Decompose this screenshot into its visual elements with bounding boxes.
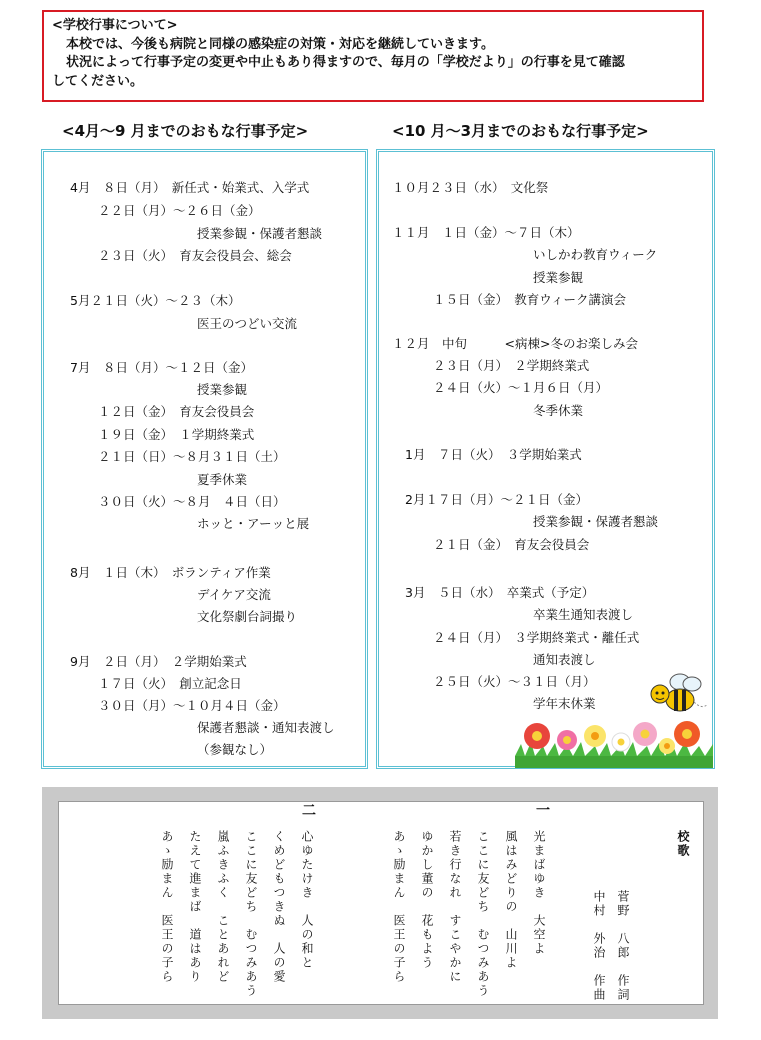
schedule-item: 9月 ２日（月） ２学期始業式 <box>70 654 247 669</box>
schedule-item: いしかわ教育ウィーク <box>533 247 658 262</box>
flowers-illustration <box>515 718 713 768</box>
left-heading: <4月～9 月までのおもな行事予定> <box>62 122 309 140</box>
verse-1-line: ここに友どち むつみあう <box>476 830 490 998</box>
school-song-panel <box>58 801 704 1005</box>
schedule-item: １０月２３日（水） 文化祭 <box>392 180 549 195</box>
schedule-item: 2月１７日（月）～２１日（金） <box>405 492 588 507</box>
schedule-item: １５日（金） 教育ウィーク講演会 <box>433 292 627 307</box>
schedule-item: 冬季休業 <box>533 403 584 418</box>
notice-body-2: 状況によって行事予定の変更や中止もあり得ますので、毎月の「学校だより」の行事を見て確認 <box>66 55 625 70</box>
schedule-item: 学年末休業 <box>533 696 596 711</box>
song-author-lyrics: 菅野 八郎 作詞 <box>616 890 630 1002</box>
verse-1-line: ゆかし董の 花もよう <box>420 830 434 970</box>
schedule-item: ２３日（月） ２学期終業式 <box>433 358 590 373</box>
schedule-item: ２１日（日）～８月３１日（土） <box>98 449 286 464</box>
verse-2-line: ここに友どち むつみあう <box>244 830 258 998</box>
schedule-item: 4月 ８日（月） 新任式・始業式、入学式 <box>70 180 310 195</box>
schedule-item: デイケア交流 <box>197 587 271 602</box>
right-heading: <10 月～3月までのおもな行事予定> <box>392 122 649 140</box>
schedule-item: １７日（火） 創立記念日 <box>98 676 242 691</box>
verse-2-line: くめどもつきぬ 人の愛 <box>272 830 286 984</box>
verse-1-line: 若き行なれ すこやかに <box>448 830 462 984</box>
song-author-music: 中村 外治 作曲 <box>592 890 606 1002</box>
schedule-item: 医王のつどい交流 <box>197 316 298 331</box>
schedule-item: ホッと・アーッと展 <box>197 516 310 531</box>
schedule-item: 夏季休業 <box>197 472 248 487</box>
notice-body-3: してください。 <box>52 73 144 89</box>
bee-illustration <box>640 672 710 717</box>
schedule-item: ２５日（火）～３１日（月） <box>433 674 596 689</box>
schedule-item: １１月 １日（金）～７日（木） <box>392 225 580 240</box>
verse-2-line: あゝ励まん 医王の子ら <box>160 830 174 984</box>
schedule-item: 保護者懇談・通知表渡し <box>197 720 335 735</box>
schedule-item: １２月 中旬 <病棟>冬のお楽しみ会 <box>392 336 638 351</box>
schedule-item: １２日（金） 育友会役員会 <box>98 404 255 419</box>
schedule-item: 授業参観 <box>533 270 584 285</box>
schedule-item: 1月 ７日（火） ３学期始業式 <box>405 447 582 462</box>
schedule-item: ３０日（月）～１０月４日（金） <box>98 698 286 713</box>
schedule-item: （参観なし） <box>197 742 273 757</box>
schedule-item: ３０日（火）～８月 ４日（日） <box>98 494 286 509</box>
verse-2-line: 心ゆたけき 人の和と <box>300 830 314 970</box>
verse-2-line: 嵐ふきふく ことあれど <box>216 830 230 984</box>
verse-1-line: 風はみどりの 山川よ <box>504 830 518 970</box>
verse-1-line: あゝ励まん 医王の子ら <box>392 830 406 984</box>
schedule-item: 卒業生通知表渡し <box>533 607 634 622</box>
song-title: 校歌 <box>676 830 690 858</box>
verse-1-number: 一 <box>536 803 550 819</box>
schedule-item: 文化祭劇台詞撮り <box>197 609 298 624</box>
schedule-item: 5月２１日（火）～２３（木） <box>70 293 241 308</box>
schedule-item: ２４日（火）～１月６日（月） <box>433 380 609 395</box>
schedule-item: 授業参観・保護者懇談 <box>197 226 323 241</box>
schedule-item: 3月 ５日（水） 卒業式（予定） <box>405 585 595 600</box>
notice-box <box>42 10 704 102</box>
schedule-item: 授業参観 <box>197 382 248 397</box>
schedule-item: 通知表渡し <box>533 652 596 667</box>
schedule-item: 授業参観・保護者懇談 <box>533 514 659 529</box>
schedule-item: １９日（金） １学期終業式 <box>98 427 255 442</box>
schedule-item: ２２日（月）～２６日（金） <box>98 203 261 218</box>
schedule-item: ２４日（月） ３学期終業式・離任式 <box>433 630 640 645</box>
notice-body-1: 本校では、今後も病院と同様の感染症の対策・対応を継続していきます。 <box>66 36 494 52</box>
schedule-item: 7月 ８日（月）～１２日（金） <box>70 360 253 375</box>
schedule-item: 8月 １日（木） ボランティア作業 <box>70 565 271 580</box>
verse-2-number: 二 <box>302 803 316 819</box>
verse-1-line: 光まばゆき 大空よ <box>532 830 546 956</box>
schedule-item: ２１日（金） 育友会役員会 <box>433 537 590 552</box>
schedule-item: ２３日（火） 育友会役員会、総会 <box>98 248 292 263</box>
verse-2-line: たえて進まば 道はあり <box>188 830 202 984</box>
notice-title: <学校行事について> <box>52 18 178 33</box>
